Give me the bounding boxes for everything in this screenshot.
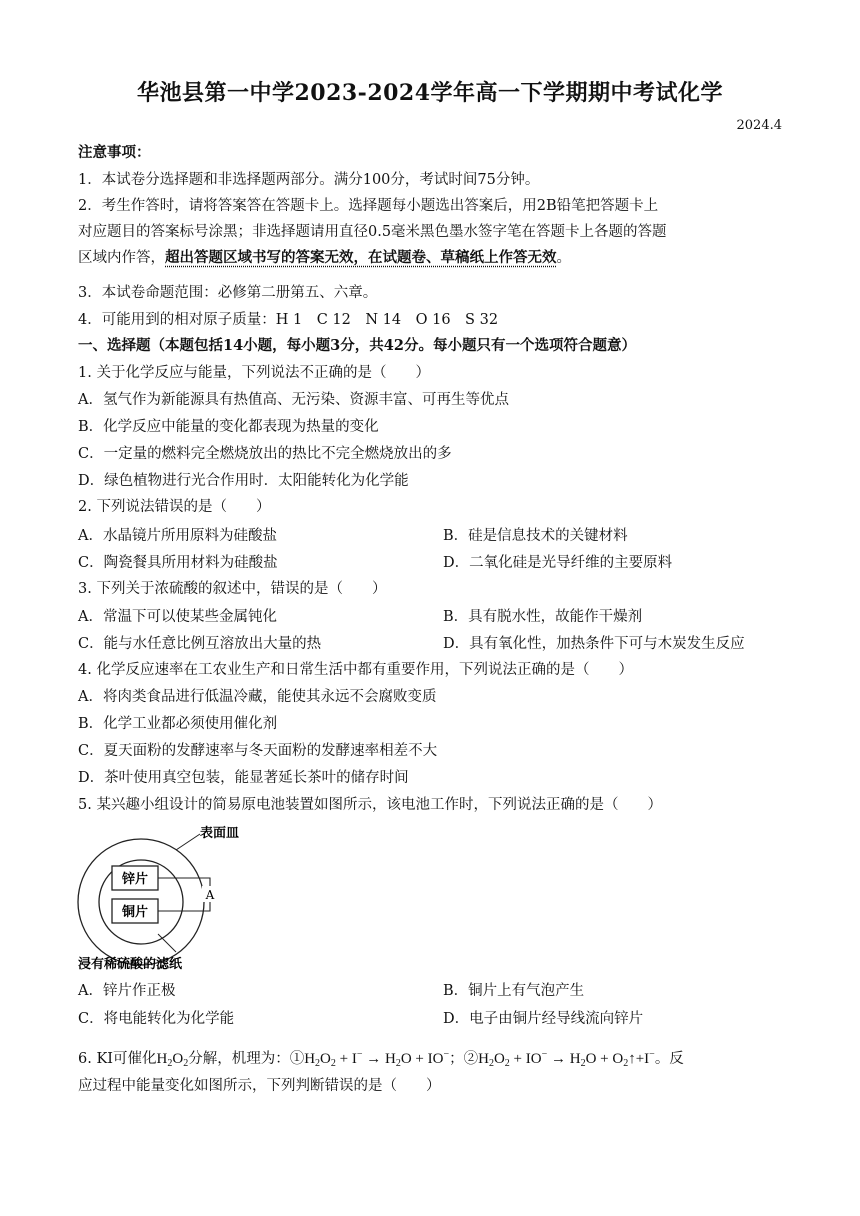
q3-option-b: B．具有脱水性，故能作干燥剂 — [443, 609, 643, 625]
q5-option-d: D．电子由铜片经导线流向锌片 — [443, 1011, 644, 1027]
notice-heading: 注意事项： — [78, 144, 151, 161]
q2-option-b: B．硅是信息技术的关键材料 — [443, 528, 628, 544]
ammeter-label: A — [205, 888, 215, 902]
q6-stem-sep: ；② — [449, 1051, 479, 1067]
filter-paper-label: 浸有稀硫酸的滤纸 — [78, 957, 183, 972]
notice-item-2-line-1: 2．考生作答时，请将答案答在答题卡上。选择题每小题选出答案后，用2B铅笔把答题卡上 — [78, 198, 659, 214]
q6-mechanism-step-2: $H_2O_2 + IO^- \to H_2O$ + $O_2↑+I^-$ — [478, 1049, 655, 1069]
q4-option-a: A．将肉类食品进行低温冷藏，能使其永远不会腐败变质 — [78, 689, 437, 705]
q4-stem: 4. 化学反应速率在工农业生产和日常生活中都有重要作用，下列说法正确的是（ ） — [78, 662, 633, 678]
notice-item-4: 4．可能用到的相对原子质量：H 1 C 12 N 14 O 16 S 32 — [78, 312, 499, 328]
exam-title: 华池县第一中学2023-2024学年高一下学期期中考试化学 — [136, 80, 724, 106]
q5-option-a: A．锌片作正极 — [78, 983, 176, 999]
zinc-label: 锌片 — [121, 872, 149, 887]
exam-date: 2024.4 — [736, 118, 782, 133]
q5-option-b: B．铜片上有气泡产生 — [443, 983, 585, 999]
q4-option-d: D．茶叶使用真空包装，能显著延长茶叶的储存时间 — [78, 770, 409, 786]
q4-option-b: B．化学工业都必须使用催化剂 — [78, 716, 278, 732]
q2-option-a: A．水晶镜片所用原料为硅酸盐 — [78, 528, 277, 544]
paper-leader-line — [158, 934, 176, 952]
notice-item-2-line-3-start: 区域内作答， — [78, 250, 165, 266]
notice-item-3: 3．本试卷命题范围：必修第二册第五、六章。 — [78, 285, 378, 301]
copper-label: 铜片 — [121, 905, 149, 920]
q6-stem-mid: 分解，机理为：① — [188, 1051, 305, 1067]
dish-label: 表面皿 — [200, 826, 240, 841]
q3-stem: 3. 下列关于浓硫酸的叙述中，错误的是（ ） — [78, 581, 387, 597]
dish-leader-line — [176, 834, 200, 850]
q2-option-d: D．二氧化硅是光导纤维的主要原料 — [443, 555, 673, 571]
q2-option-c: C．陶瓷餐具所用材料为硅酸盐 — [78, 555, 278, 571]
q1-option-d: D．绿色植物进行光合作用时．太阳能转化为化学能 — [78, 473, 409, 489]
q1-option-a: A．氢气作为新能源具有热值高、无污染、资源丰富、可再生等优点 — [78, 392, 509, 408]
q3-option-a: A．常温下可以使某些金属钝化 — [78, 609, 277, 625]
q1-option-b: B．化学反应中能量的变化都表现为热量的变化 — [78, 419, 379, 435]
notice-warning-emphasis: 超出答题区域书写的答案无效，在试题卷、草稿纸上作答无效 — [165, 249, 557, 266]
notice-item-2-line-3-end: 。 — [556, 250, 571, 266]
q5-stem: 5. 某兴趣小组设计的简易原电池装置如图所示，该电池工作时，下列说法正确的是（ ） — [78, 797, 662, 813]
q5-option-c: C．将电能转化为化学能 — [78, 1011, 235, 1027]
q6-stem-start: 6. KI可催化 — [78, 1051, 157, 1067]
notice-item-2-line-3 — [78, 249, 783, 267]
q3-option-d: D．具有氧化性，加热条件下可与木炭发生反应 — [443, 636, 745, 652]
q6-stem-line-2: 应过程中能量变化如图所示，下列判断错误的是（ ） — [78, 1078, 441, 1094]
q1-stem: 1. 关于化学反应与能量，下列说法不正确的是（ ） — [78, 365, 430, 381]
q4-option-c: C．夏天面粉的发酵速率与冬天面粉的发酵速率相差不大 — [78, 743, 438, 759]
q6-formula-h2o2: $H_2O_2$ — [156, 1051, 189, 1069]
notice-item-2-line-2: 对应题目的答案标号涂黑；非选择题请用直径0.5毫米黑色墨水签字笔在答题卡上各题的答题 — [78, 224, 667, 240]
q6-mechanism-step-1: $H_2O_2 + I^- \to H_2O + IO^-$ — [304, 1049, 450, 1069]
q6-stem-line-1 — [78, 1046, 783, 1073]
q6-stem-end: 。反 — [654, 1051, 684, 1067]
galvanic-cell-diagram — [76, 822, 276, 972]
q3-option-c: C．能与水任意比例互溶放出大量的热 — [78, 636, 322, 652]
notice-item-1: 1．本试卷分选择题和非选择题两部分。满分100分，考试时间75分钟。 — [78, 172, 540, 188]
q1-option-c: C．一定量的燃料完全燃烧放出的热比不完全燃烧放出的多 — [78, 446, 452, 462]
section-1-heading: 一、选择题（本题包括14小题，每小题3分，共42分。每小题只有一个选项符合题意） — [78, 337, 636, 354]
q2-stem: 2. 下列说法错误的是（ ） — [78, 499, 271, 515]
